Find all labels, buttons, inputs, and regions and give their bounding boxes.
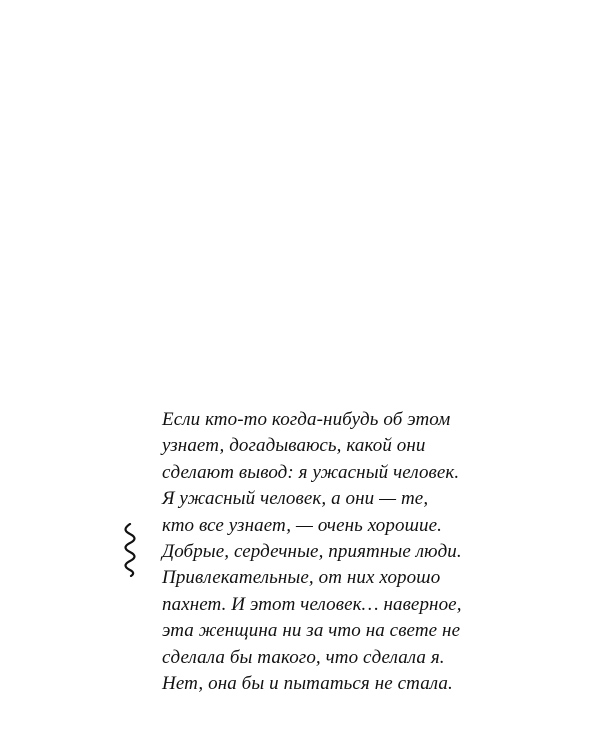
epigraph-line: сделают вывод: я ужасный человек.	[162, 461, 460, 483]
epigraph-line: Привлекательные, от них хорошо	[162, 567, 441, 589]
epigraph-line: эта женщина ни за что на свете не	[162, 620, 461, 642]
epigraph-line: Добрые, сердечные, приятные люди.	[162, 541, 462, 563]
epigraph-line: Я ужасный человек, а они — те,	[162, 488, 429, 510]
epigraph-line: кто все узнает, — очень хорошие.	[162, 514, 443, 536]
wavy-line-icon	[122, 523, 138, 577]
epigraph-line: узнает, догадываюсь, какой они	[162, 435, 426, 457]
epigraph-line: Если кто-то когда-нибудь об этом	[162, 409, 451, 430]
epigraph-line: сделала бы такого, что сделала я.	[162, 646, 445, 668]
epigraph-text	[162, 407, 482, 697]
epigraph-line: Нет, она бы и пытаться не стала.	[162, 673, 453, 695]
epigraph-line: пахнет. И этот человек… наверное,	[162, 593, 462, 615]
